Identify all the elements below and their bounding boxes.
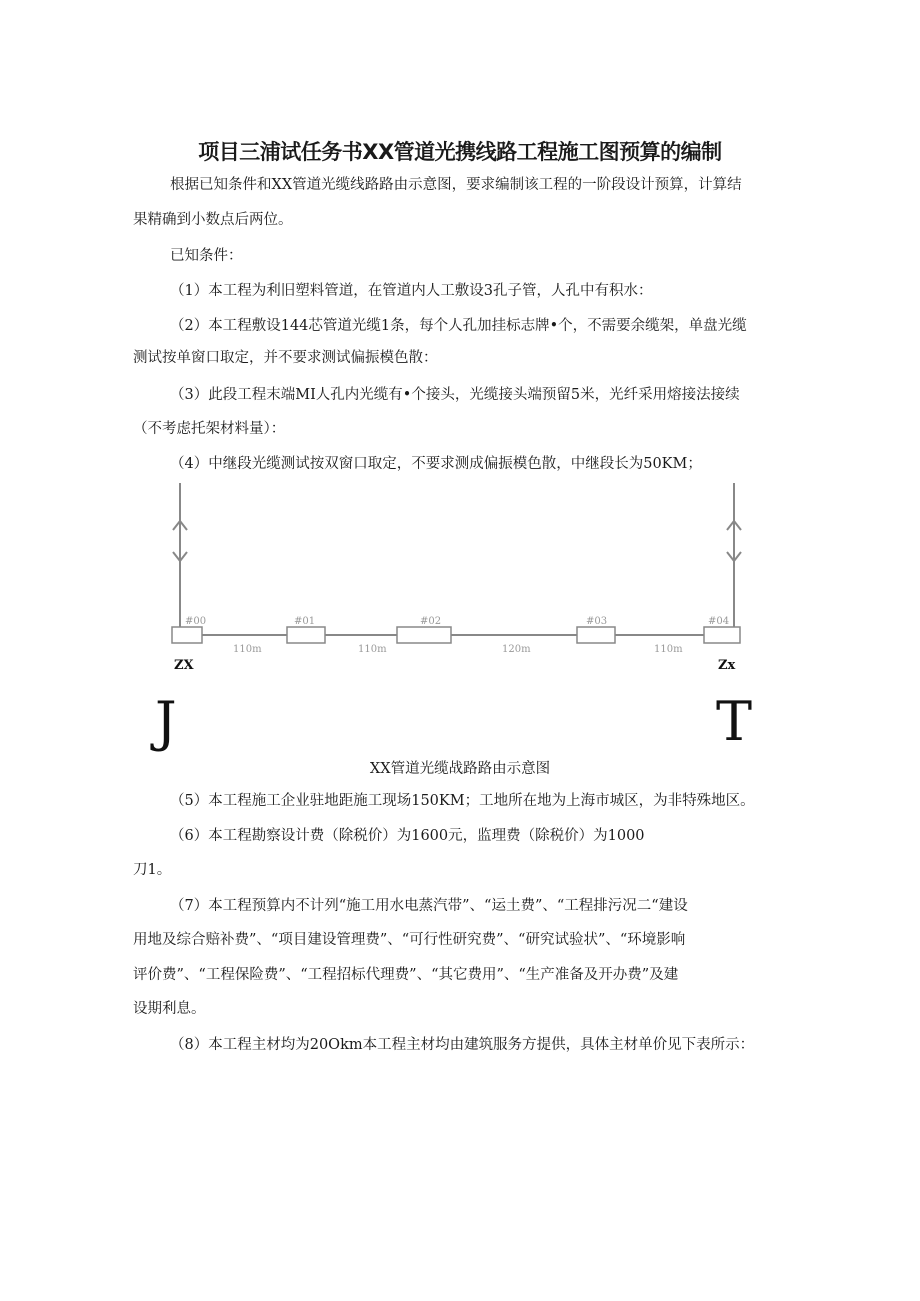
condition-8: （8）本工程主材均为20Okm本工程主材均由建筑服务方提供，具体主材单价见下表所示： xyxy=(170,1037,755,1053)
page-title: 项目三浦试任务书XX管道光携线路工程施工图预算的编制 xyxy=(198,140,722,164)
distance-label-4: 110m xyxy=(654,644,683,655)
manhole-box-03 xyxy=(577,627,615,643)
condition-6-line-2: 刀1。 xyxy=(133,862,172,878)
condition-7-line-3: 评价费”、“工程保险费”、“工程招标代理费”、“其它费用”、“生产准备及开办费”及建 xyxy=(133,967,679,983)
right-symbol: T xyxy=(716,690,753,753)
manhole-box-01 xyxy=(287,627,325,643)
distance-label-2: 110m xyxy=(358,644,387,655)
condition-1: （1）本工程为利旧塑料管道，在管道内人工敷设3孔子管，人孔中有积水： xyxy=(170,283,653,299)
route-diagram xyxy=(0,478,920,758)
distance-label-3: 120m xyxy=(502,644,531,655)
condition-7-line-4: 设期利息。 xyxy=(133,1001,206,1017)
left-symbol: J xyxy=(155,690,177,753)
condition-7-line-2: 用地及综合赔补费”、“项目建设管理费”、“可行性研究费”、“研究试验状”、“环境影响 xyxy=(133,932,686,948)
left-end-label: ZX xyxy=(174,658,194,673)
node-label-00: #00 xyxy=(185,616,207,627)
manhole-box-04 xyxy=(704,627,740,643)
right-end-label: Zx xyxy=(718,658,736,673)
diagram-caption: XX管道光缆战路路由示意图 xyxy=(369,761,551,777)
intro-line-2: 果精确到小数点后两位。 xyxy=(133,212,293,228)
node-label-03: #03 xyxy=(586,616,608,627)
condition-7-line-1: （7）本工程预算内不计列“施工用水电蒸汽带”、“运土费”、“工程排污况二“建设 xyxy=(170,898,688,914)
condition-5: （5）本工程施工企业驻地距施工现场150KM；工地所在地为上海市城区，为非特殊地区。 xyxy=(170,793,755,809)
node-label-02: #02 xyxy=(420,616,442,627)
manhole-box-02 xyxy=(397,627,451,643)
condition-3-line-1: （3）此段工程末端MI人孔内光缆有•个接头，光缆接头端预留5米，光纤采用熔接法接续 xyxy=(170,387,740,403)
condition-6-line-1: （6）本工程勘察设计费（除税价）为1600元，监理费（除税价）为1000 xyxy=(170,828,645,844)
distance-label-1: 110m xyxy=(233,644,262,655)
condition-3-line-2: （不考虑托架材料量）： xyxy=(133,421,286,437)
node-label-01: #01 xyxy=(294,616,316,627)
condition-2-line-1: （2）本工程敷设144芯管道光缆1条，每个人孔加挂标志牌•个，不需要余缆架，单盘光缆 xyxy=(170,318,747,334)
condition-2-line-2: 测试按单窗口取定，并不要求测试偏振模色散： xyxy=(133,350,438,366)
known-conditions-label: 已知条件： xyxy=(170,248,243,264)
node-label-04: #04 xyxy=(708,616,730,627)
manhole-box-00 xyxy=(172,627,202,643)
condition-4: （4）中继段光缆测试按双窗口取定，不要求测成偏振模色散，中继段长为50KM； xyxy=(170,456,702,472)
intro-line-1: 根据已知条件和XX管道光缆线路路由示意图，要求编制该工程的一阶段设计预算，计算结 xyxy=(170,177,742,193)
